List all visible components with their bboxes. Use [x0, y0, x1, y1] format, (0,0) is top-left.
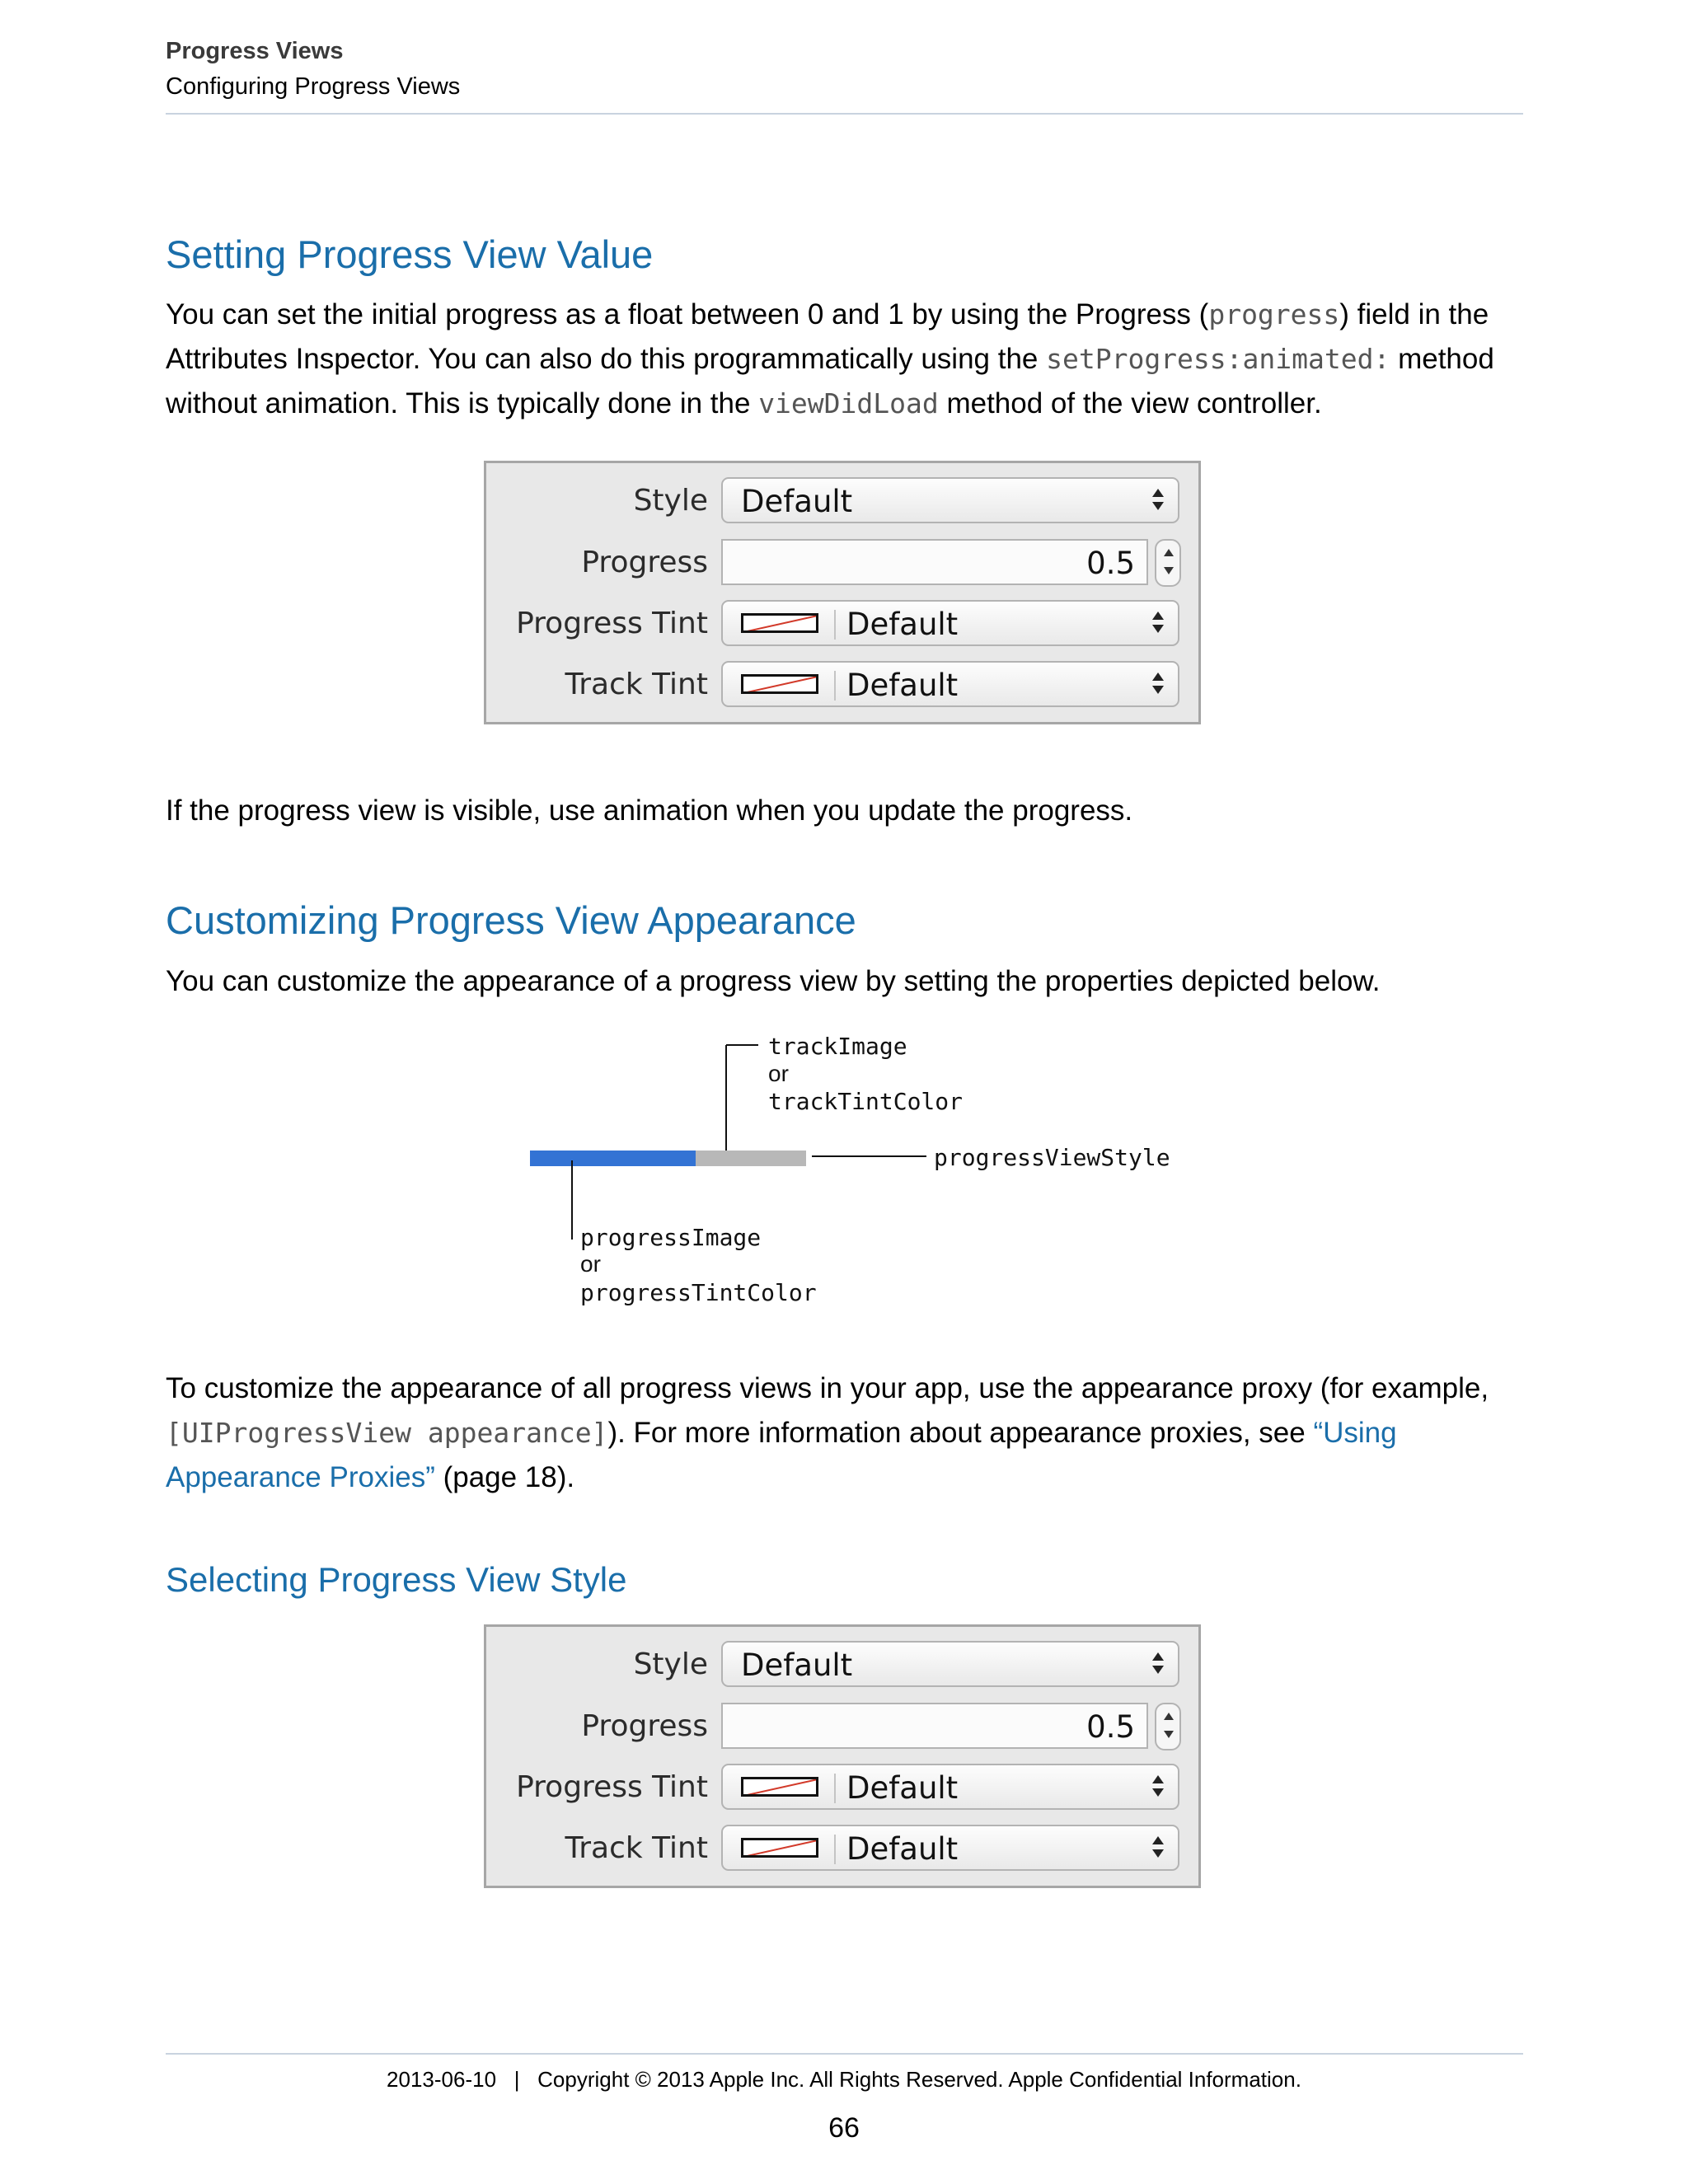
stepper-down-icon[interactable] [1164, 1731, 1174, 1738]
progress-stepper[interactable] [1155, 1703, 1181, 1750]
para-text: (page 18). [434, 1461, 575, 1493]
style-popup[interactable] [721, 1641, 1179, 1687]
progress-fill [530, 1151, 696, 1166]
popup-separator [834, 610, 836, 640]
style-value: Default [741, 484, 853, 519]
inspector-row-track-tint [486, 661, 1198, 709]
code-progress: progress [1208, 298, 1340, 330]
customizing-intro: You can customize the appearance of a progress view by setting the properties depicted below. [166, 965, 1381, 997]
updown-arrows-icon [1151, 1774, 1165, 1802]
progress-value-field[interactable] [721, 539, 1148, 585]
updown-arrows-icon [1151, 487, 1165, 515]
track-or-label: or [768, 1061, 789, 1086]
progress-value-field[interactable] [721, 1703, 1148, 1749]
progress-view-style-label: progressViewStyle [934, 1144, 1170, 1171]
section-heading-customizing: Customizing Progress View Appearance [166, 898, 856, 942]
progress-stepper[interactable] [1155, 539, 1181, 587]
running-header-section: Configuring Progress Views [166, 73, 461, 100]
style-value: Default [741, 1647, 853, 1683]
progress-tint-value: Default [846, 1770, 959, 1806]
popup-separator [834, 1774, 836, 1803]
updown-arrows-icon [1151, 1835, 1165, 1863]
attributes-inspector-panel [484, 1624, 1201, 1888]
no-color-swatch-icon [741, 1777, 818, 1797]
progress-value: 0.5 [1086, 546, 1135, 581]
progress-image-label: progressImage [580, 1224, 762, 1251]
setting-value-paragraph [166, 293, 1530, 426]
track-fill [696, 1151, 806, 1166]
track-tint-label: Track Tint [565, 1831, 708, 1865]
updown-arrows-icon [1151, 610, 1165, 638]
inspector-row-progress [486, 539, 1198, 587]
track-tint-label: Track Tint [565, 668, 708, 701]
para-text: method of the view controller. [938, 387, 1322, 419]
appearance-proxy-paragraph [166, 1366, 1530, 1500]
stepper-down-icon[interactable] [1164, 567, 1174, 574]
section-heading-selecting-style: Selecting Progress View Style [166, 1560, 627, 1599]
code-uiprogressview-appearance: [UIProgressView appearance] [166, 1417, 608, 1449]
progress-tint-label: Progress Tint [516, 1770, 708, 1804]
progress-tint-label: Progress Tint [516, 607, 708, 640]
style-label: Style [633, 484, 708, 518]
inspector-row-progress-tint [486, 1764, 1198, 1811]
para-text: method without animation. This is typically done in the [166, 343, 1494, 419]
footer-divider [166, 2053, 1523, 2055]
page-number: 66 [828, 2112, 860, 2144]
animation-note: If the progress view is visible, use animation when you update the progress. [166, 794, 1133, 827]
track-tint-color-label: trackTintColor [768, 1088, 964, 1115]
footer-copyright: 2013-06-10 | Copyright © 2013 Apple Inc. All Rights Reserved. Apple Confidential Information. [387, 2067, 1301, 2092]
progress-label: Progress [581, 1709, 708, 1743]
track-tint-popup[interactable] [721, 661, 1179, 707]
running-header-chapter: Progress Views [166, 38, 344, 64]
progress-view-diagram [0, 1022, 1688, 1319]
progress-tint-popup[interactable] [721, 1764, 1179, 1810]
stepper-up-icon[interactable] [1164, 1713, 1174, 1720]
attributes-inspector-panel [484, 461, 1201, 724]
track-tint-value: Default [846, 1831, 959, 1867]
no-color-swatch-icon [741, 674, 818, 694]
progress-value: 0.5 [1086, 1709, 1135, 1745]
progress-tint-popup[interactable] [721, 600, 1179, 646]
para-text: ). For more information about appearance proxies, see [607, 1417, 1314, 1449]
stepper-up-icon[interactable] [1164, 549, 1174, 556]
diagram-callouts [0, 1022, 1688, 1319]
code-view-did-load: viewDidLoad [758, 387, 939, 419]
para-text: You can set the initial progress as a float between 0 and 1 by using the Progress ( [166, 298, 1209, 330]
updown-arrows-icon [1151, 1651, 1165, 1679]
no-color-swatch-icon [741, 1838, 818, 1858]
code-set-progress-animated: setProgress:animated: [1046, 343, 1390, 375]
popup-separator [834, 671, 836, 701]
para-text: ) field in the Attributes Inspector. You can also do this programmatically using the [166, 298, 1489, 375]
popup-separator [834, 1835, 836, 1864]
progress-label: Progress [581, 546, 708, 579]
style-label: Style [633, 1647, 708, 1681]
track-image-label: trackImage [768, 1033, 907, 1060]
no-color-swatch-icon [741, 613, 818, 633]
inspector-row-style [486, 1641, 1198, 1689]
appearance-proxies-link[interactable]: “Using Appearance Proxies” [166, 1417, 1397, 1493]
track-tint-value: Default [846, 668, 959, 703]
inspector-row-track-tint [486, 1825, 1198, 1872]
progress-or-label: or [580, 1251, 601, 1277]
inspector-row-progress-tint [486, 600, 1198, 648]
progress-tint-value: Default [846, 607, 959, 642]
progress-tint-color-label: progressTintColor [580, 1279, 817, 1306]
track-tint-popup[interactable] [721, 1825, 1179, 1871]
section-heading-setting-value: Setting Progress View Value [166, 232, 654, 276]
style-popup[interactable] [721, 477, 1179, 523]
updown-arrows-icon [1151, 671, 1165, 699]
inspector-row-style [486, 477, 1198, 525]
para-text: To customize the appearance of all progress views in your app, use the appearance proxy (for example, [166, 1372, 1489, 1404]
header-divider [166, 113, 1523, 115]
inspector-row-progress [486, 1703, 1198, 1750]
